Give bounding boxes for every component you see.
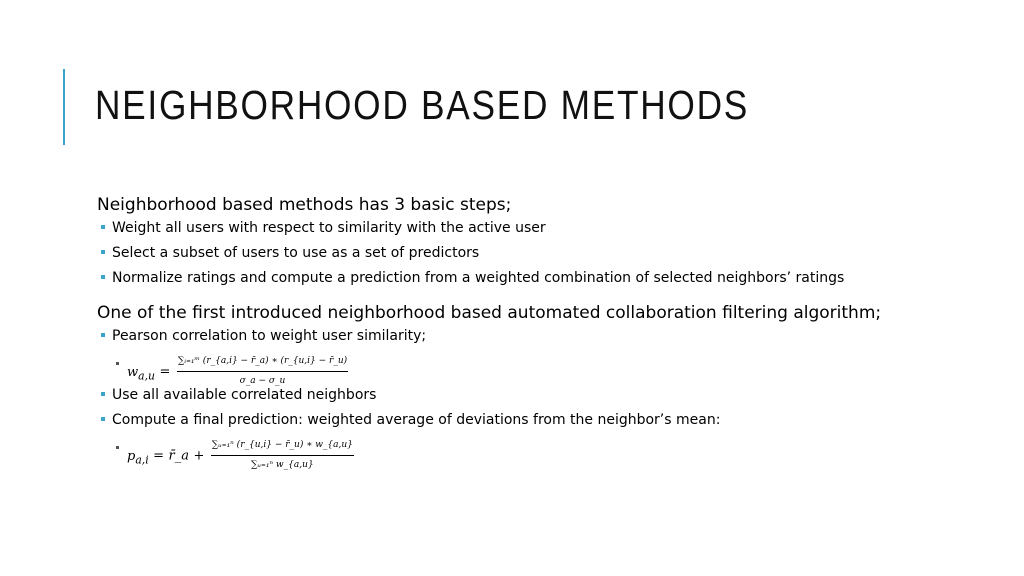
formula-p-numerator: ∑ᵤ₌₁ⁿ (r_{u,i} − r̄_u) ∗ w_{a,u} xyxy=(211,437,354,456)
section2-bullet-list xyxy=(97,328,897,470)
formula-p-fraction xyxy=(211,437,354,474)
section2-heading: One of the first introduced neighborhood based automated collaboration filtering algorithm; xyxy=(97,303,882,323)
bullet-item: Normalize ratings and compute a prediction from a weighted combination of selected neighbors’ ratings xyxy=(97,270,897,287)
bullet-item: Use all available correlated neighbors xyxy=(97,387,897,404)
section1-bullet-list xyxy=(97,220,897,287)
formula-w-lhs: $w_{a,u}$ xyxy=(127,364,156,383)
formula-prediction xyxy=(97,437,897,470)
bullet-item: Compute a final prediction: weighted average of deviations from the neighbor’s mean: xyxy=(97,412,897,429)
bullet-item: Select a subset of users to use as a set of predictors xyxy=(97,245,897,262)
title-accent-bar xyxy=(63,69,65,145)
slide-title: NEIGHBORHOOD BASED METHODS xyxy=(95,82,750,128)
formula-w-numerator: ∑ᵢ₌₁ᵐ (r_{a,i} − r̄_a) ∗ (r_{u,i} − r̄_u) xyxy=(177,353,348,372)
bullet-item: Pearson correlation to weight user similarity; xyxy=(97,328,897,345)
formula-w-denominator: σ_a − σ_u xyxy=(239,376,286,386)
formula-p-eq: = xyxy=(153,448,165,464)
formula-p-lhs: $p_{a,i}$ xyxy=(127,448,149,467)
section1-heading: Neighborhood based methods has 3 basic steps; xyxy=(97,195,512,215)
formula-p-denominator: ∑ᵤ₌₁ⁿ w_{a,u} xyxy=(251,460,314,470)
formula-w-eq: = xyxy=(159,364,171,380)
formula-weight xyxy=(97,353,897,386)
formula-p-plus: + xyxy=(193,448,205,464)
slide-body xyxy=(97,194,897,471)
bullet-item: Weight all users with respect to similarity with the active user xyxy=(97,220,897,237)
formula-p-rbar: r̄_a xyxy=(168,448,189,464)
formula-w-fraction xyxy=(177,353,348,390)
